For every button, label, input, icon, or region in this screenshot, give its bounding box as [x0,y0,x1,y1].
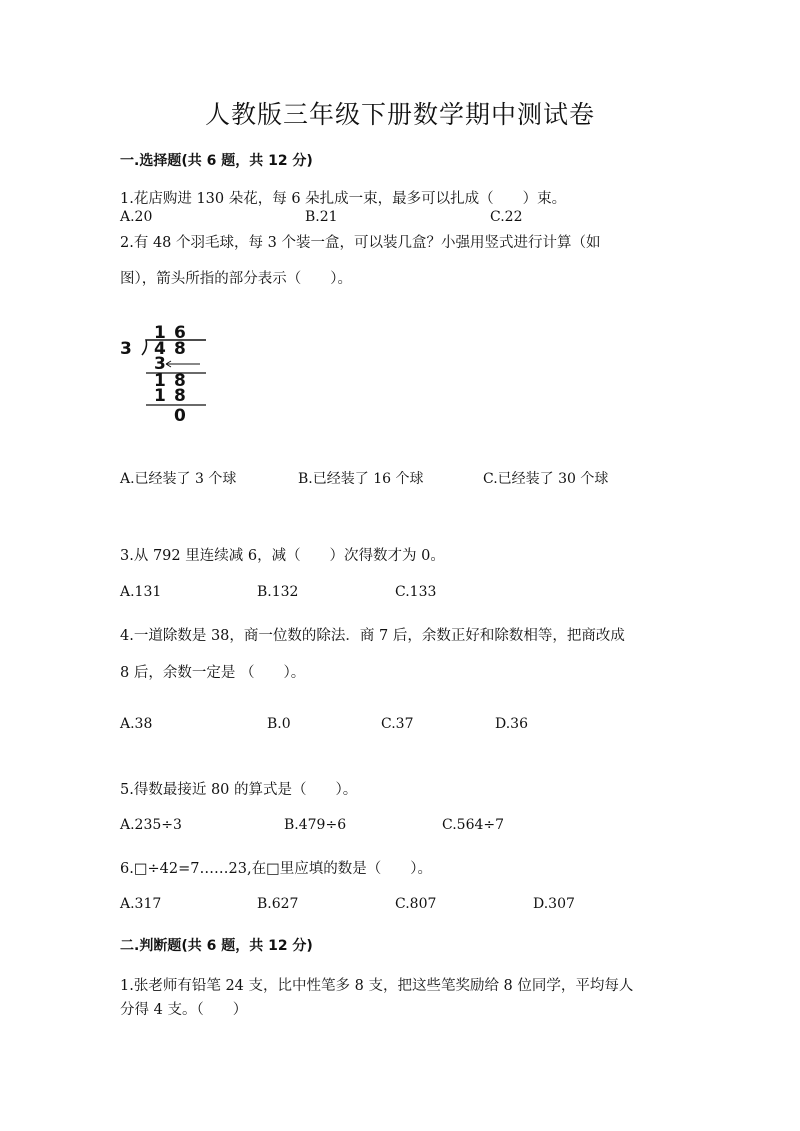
question-6-text: 6.□÷42=7……23,在□里应填的数是（ ）。 [120,861,433,877]
subtract-2-digit-1: 1 [154,386,166,406]
question-4-option-a: A.38 [120,716,153,732]
question-5-option-a: A.235÷3 [120,817,182,833]
page-title: 人教版三年级下册数学期中测试卷 [204,100,595,129]
question-4-option-c: C.37 [381,716,414,732]
question-5-option-c: C.564÷7 [442,817,505,833]
question-1-text: 1.花店购进 130 朵花，每 6 朵扎成一束，最多可以扎成（ ）束。 [120,191,567,207]
question-1-option-a: A.20 [120,209,153,225]
section-heading-choice: 一.选择题(共 6 题，共 12 分) [120,153,313,169]
question-2-option-b: B.已经装了 16 个球 [298,471,424,487]
question-3-option-b: B.132 [257,584,299,600]
question-2-option-a: A.已经装了 3 个球 [120,471,237,487]
dividend-digit-2: 8 [174,339,186,359]
question-6-option-d: D.307 [533,896,575,912]
question-6-option-a: A.317 [120,896,162,912]
divisor: 3 [120,339,132,359]
question-2-line-1: 2.有 48 个羽毛球，每 3 个装一盒，可以装几盒？小强用竖式进行计算（如 [120,235,601,251]
question-4-option-d: D.36 [495,716,528,732]
question-4-line-1: 4.一道除数是 38，商一位数的除法．商 7 后，余数正好和除数相等，把商改成 [120,628,625,644]
question-6-option-c: C.807 [395,896,437,912]
question-1-option-c: C.22 [490,209,523,225]
question-1-option-b: B.21 [305,209,338,225]
judgement-question-1-line-2: 分得 4 支。（ ） [120,1002,248,1018]
quotient-digit-1: 1 [154,323,166,343]
question-3-option-a: A.131 [120,584,162,600]
dividend-digit-1: 4 [154,339,166,359]
section-heading-judgement: 二.判断题(共 6 题，共 12 分) [120,938,313,954]
question-5-option-b: B.479÷6 [284,817,347,833]
question-2-option-c: C.已经装了 30 个球 [483,471,609,487]
remainder-1-digit-1: 1 [154,371,166,391]
final-remainder: 0 [174,406,186,426]
question-3-option-c: C.133 [395,584,437,600]
question-4-line-2: 8 后，余数一定是 （ ）。 [120,665,306,681]
subtract-2-digit-2: 8 [174,386,186,406]
question-2-line-2: 图），箭头所指的部分表示（ ）。 [120,271,352,287]
subtract-1: 3 [154,354,166,374]
quotient-digit-2: 6 [174,323,186,343]
question-5-text: 5.得数最接近 80 的算式是（ ）。 [120,782,358,798]
long-division-diagram [116,322,216,427]
question-4-option-b: B.0 [267,716,291,732]
remainder-1-digit-2: 8 [174,371,186,391]
question-6-option-b: B.627 [257,896,299,912]
judgement-question-1-line-1: 1.张老师有铅笔 24 支，比中性笔多 8 支，把这些笔奖励给 8 位同学，平均每人 [120,978,634,994]
question-3-text: 3.从 792 里连续减 6，减（ ）次得数才为 0。 [120,548,445,564]
